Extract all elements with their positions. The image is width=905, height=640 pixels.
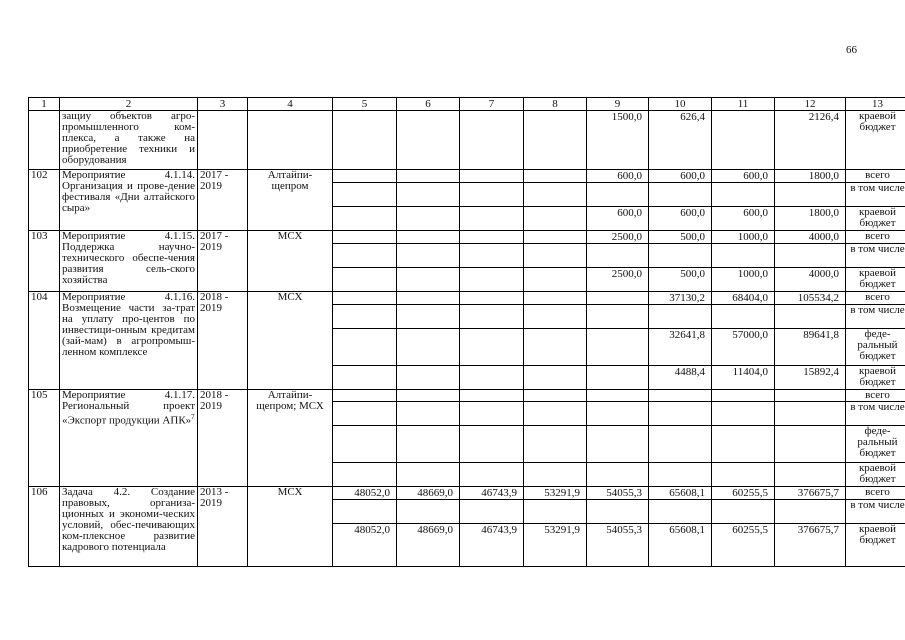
funding-source-cell: краевой бюджет xyxy=(846,524,905,567)
funding-source-cell: в том числе xyxy=(846,305,905,329)
row-index-cell: 103 xyxy=(29,231,60,292)
value-cell xyxy=(712,463,775,487)
value-cell xyxy=(524,305,587,329)
value-cell: 48669,0 xyxy=(397,487,460,500)
years-cell: 2017 - 2019 xyxy=(198,170,248,231)
value-cell xyxy=(524,170,587,183)
value-cell xyxy=(524,292,587,305)
description-cell: Мероприятие 4.1.15. Поддержка научно-технического обеспе-чения развития сель-ского хозяйства xyxy=(60,231,198,292)
value-cell xyxy=(397,463,460,487)
value-cell: 46743,9 xyxy=(460,524,524,567)
executor-cell: МСХ xyxy=(248,231,333,292)
value-cell xyxy=(397,329,460,366)
value-cell xyxy=(333,390,397,402)
value-cell xyxy=(397,231,460,244)
row-index-cell: 104 xyxy=(29,292,60,390)
header-cell: 1 xyxy=(29,98,60,111)
value-cell: 48669,0 xyxy=(397,524,460,567)
table-row xyxy=(29,390,905,402)
value-cell xyxy=(524,500,587,524)
years-cell: 2018 - 2019 xyxy=(198,390,248,487)
value-cell xyxy=(460,426,524,463)
value-cell xyxy=(397,305,460,329)
funding-source-cell: всего xyxy=(846,390,905,402)
header-cell: 6 xyxy=(397,98,460,111)
funding-source-cell: в том числе xyxy=(846,402,905,426)
value-cell xyxy=(587,244,649,268)
value-cell xyxy=(775,244,846,268)
value-cell xyxy=(397,207,460,231)
value-cell xyxy=(397,170,460,183)
value-cell xyxy=(333,366,397,390)
value-cell: 32641,8 xyxy=(649,329,712,366)
value-cell xyxy=(460,170,524,183)
value-cell: 53291,9 xyxy=(524,487,587,500)
value-cell xyxy=(397,500,460,524)
value-cell xyxy=(712,244,775,268)
value-cell xyxy=(333,207,397,231)
value-cell xyxy=(333,111,397,170)
row-index-cell xyxy=(29,111,60,170)
table-row xyxy=(29,170,905,183)
funding-source-cell: краевой бюджет xyxy=(846,366,905,390)
value-cell xyxy=(397,244,460,268)
value-cell: 60255,5 xyxy=(712,524,775,567)
value-cell xyxy=(397,268,460,292)
value-cell xyxy=(649,183,712,207)
value-cell: 57000,0 xyxy=(712,329,775,366)
value-cell: 2126,4 xyxy=(775,111,846,170)
value-cell: 1000,0 xyxy=(712,268,775,292)
value-cell xyxy=(460,111,524,170)
value-cell: 1800,0 xyxy=(775,207,846,231)
value-cell xyxy=(712,305,775,329)
value-cell xyxy=(587,500,649,524)
value-cell: 65608,1 xyxy=(649,524,712,567)
description-cell xyxy=(60,390,198,487)
value-cell xyxy=(712,390,775,402)
value-cell: 4000,0 xyxy=(775,268,846,292)
funding-source-cell: всего xyxy=(846,292,905,305)
header-cell: 7 xyxy=(460,98,524,111)
row-index-cell: 105 xyxy=(29,390,60,487)
value-cell: 600,0 xyxy=(587,170,649,183)
value-cell: 4000,0 xyxy=(775,231,846,244)
funding-source-cell: краевой бюджет xyxy=(846,268,905,292)
value-cell xyxy=(649,426,712,463)
value-cell xyxy=(397,111,460,170)
description-cell: Задача 4.2. Создание правовых, организа-ционных и экономи-ческих условий, обес-печивающих ком-плексное развитие кадрового потенциала xyxy=(60,487,198,567)
value-cell xyxy=(460,268,524,292)
header-cell: 9 xyxy=(587,98,649,111)
value-cell xyxy=(333,244,397,268)
value-cell xyxy=(524,390,587,402)
value-cell xyxy=(712,426,775,463)
executor-cell: МСХ xyxy=(248,292,333,390)
funding-source-cell: краевой бюджет xyxy=(846,111,905,170)
value-cell xyxy=(712,183,775,207)
header-cell: 4 xyxy=(248,98,333,111)
years-cell: 2018 - 2019 xyxy=(198,292,248,390)
value-cell xyxy=(460,402,524,426)
header-cell: 8 xyxy=(524,98,587,111)
value-cell xyxy=(587,463,649,487)
value-cell: 105534,2 xyxy=(775,292,846,305)
value-cell: 600,0 xyxy=(649,170,712,183)
value-cell xyxy=(460,183,524,207)
funding-source-cell: феде-ральный бюджет xyxy=(846,426,905,463)
value-cell xyxy=(333,329,397,366)
value-cell xyxy=(775,500,846,524)
value-cell xyxy=(524,231,587,244)
value-cell xyxy=(524,366,587,390)
value-cell xyxy=(460,366,524,390)
value-cell: 65608,1 xyxy=(649,487,712,500)
description-cell: Мероприятие 4.1.16. Возмещение части за-трат на уплату про-центов по инвестици-онным кредитам (зай-мам) в агропромыш-ленном комплексе xyxy=(60,292,198,390)
funding-source-cell: краевой бюджет xyxy=(846,463,905,487)
header-row xyxy=(29,98,905,111)
value-cell xyxy=(775,426,846,463)
value-cell xyxy=(524,463,587,487)
funding-source-cell: всего xyxy=(846,231,905,244)
value-cell: 1800,0 xyxy=(775,170,846,183)
value-cell xyxy=(333,183,397,207)
value-cell xyxy=(712,500,775,524)
value-cell xyxy=(649,305,712,329)
footnote-mark: 7 xyxy=(191,413,195,421)
funding-source-cell: всего xyxy=(846,487,905,500)
funding-source-cell: в том числе xyxy=(846,244,905,268)
value-cell: 48052,0 xyxy=(333,487,397,500)
value-cell xyxy=(460,329,524,366)
header-cell: 12 xyxy=(775,98,846,111)
value-cell: 2500,0 xyxy=(587,268,649,292)
row-index-cell: 106 xyxy=(29,487,60,567)
value-cell xyxy=(460,292,524,305)
value-cell: 48052,0 xyxy=(333,524,397,567)
value-cell xyxy=(397,402,460,426)
value-cell: 600,0 xyxy=(712,207,775,231)
page-number: 66 xyxy=(846,44,857,56)
value-cell xyxy=(649,500,712,524)
header-cell: 3 xyxy=(198,98,248,111)
value-cell: 2500,0 xyxy=(587,231,649,244)
funding-source-cell: феде-ральный бюджет xyxy=(846,329,905,366)
value-cell: 15892,4 xyxy=(775,366,846,390)
years-cell: 2013 - 2019 xyxy=(198,487,248,567)
value-cell: 68404,0 xyxy=(712,292,775,305)
value-cell: 11404,0 xyxy=(712,366,775,390)
value-cell xyxy=(333,268,397,292)
value-cell xyxy=(333,305,397,329)
description-text: Мероприятие 4.1.17. Региональный проект «Экспорт продукции АПК» xyxy=(62,389,195,427)
value-cell xyxy=(524,426,587,463)
value-cell xyxy=(775,463,846,487)
header-cell: 5 xyxy=(333,98,397,111)
funding-source-cell: в том числе xyxy=(846,183,905,207)
value-cell xyxy=(587,426,649,463)
value-cell xyxy=(333,426,397,463)
funding-source-cell: всего xyxy=(846,170,905,183)
description-cell: Мероприятие 4.1.14. Организация и прове-дение фестиваля «Дни алтайского сыра» xyxy=(60,170,198,231)
value-cell: 626,4 xyxy=(649,111,712,170)
value-cell xyxy=(524,183,587,207)
header-cell: 11 xyxy=(712,98,775,111)
years-cell: 2017 - 2019 xyxy=(198,231,248,292)
table-row xyxy=(29,487,905,500)
value-cell: 37130,2 xyxy=(649,292,712,305)
header-cell: 2 xyxy=(60,98,198,111)
value-cell xyxy=(712,111,775,170)
value-cell xyxy=(333,292,397,305)
funding-source-cell: в том числе xyxy=(846,500,905,524)
executor-cell: МСХ xyxy=(248,487,333,567)
value-cell xyxy=(460,500,524,524)
value-cell: 1500,0 xyxy=(587,111,649,170)
value-cell xyxy=(397,426,460,463)
value-cell xyxy=(524,329,587,366)
value-cell xyxy=(524,268,587,292)
value-cell xyxy=(333,463,397,487)
header-cell: 13 xyxy=(846,98,905,111)
value-cell xyxy=(524,111,587,170)
value-cell: 500,0 xyxy=(649,268,712,292)
value-cell xyxy=(587,366,649,390)
value-cell xyxy=(649,244,712,268)
executor-cell: Алтайпи-щепром xyxy=(248,170,333,231)
value-cell: 89641,8 xyxy=(775,329,846,366)
value-cell: 4488,4 xyxy=(649,366,712,390)
value-cell: 54055,3 xyxy=(587,524,649,567)
value-cell xyxy=(712,402,775,426)
value-cell xyxy=(775,390,846,402)
value-cell xyxy=(333,170,397,183)
value-cell xyxy=(333,231,397,244)
table-row xyxy=(29,292,905,305)
value-cell xyxy=(460,463,524,487)
value-cell xyxy=(524,244,587,268)
value-cell xyxy=(775,183,846,207)
value-cell xyxy=(587,329,649,366)
value-cell xyxy=(649,402,712,426)
value-cell xyxy=(775,305,846,329)
header-cell: 10 xyxy=(649,98,712,111)
value-cell xyxy=(460,231,524,244)
value-cell: 600,0 xyxy=(587,207,649,231)
executor-cell: Алтайпи-щепром; МСХ xyxy=(248,390,333,487)
value-cell: 600,0 xyxy=(712,170,775,183)
value-cell xyxy=(587,183,649,207)
value-cell: 54055,3 xyxy=(587,487,649,500)
table-row xyxy=(29,111,905,170)
table-row xyxy=(29,231,905,244)
value-cell: 600,0 xyxy=(649,207,712,231)
value-cell xyxy=(397,183,460,207)
value-cell xyxy=(333,402,397,426)
value-cell xyxy=(397,366,460,390)
value-cell xyxy=(587,402,649,426)
program-table xyxy=(28,97,905,567)
description-cell: защиу объектов агро-промышленного ком-плекса, а также на приобретение техники и оборудования xyxy=(60,111,198,170)
value-cell: 500,0 xyxy=(649,231,712,244)
value-cell: 376675,7 xyxy=(775,524,846,567)
executor-cell xyxy=(248,111,333,170)
value-cell xyxy=(775,402,846,426)
funding-source-cell: краевой бюджет xyxy=(846,207,905,231)
value-cell xyxy=(587,390,649,402)
value-cell xyxy=(460,207,524,231)
value-cell xyxy=(524,402,587,426)
value-cell: 376675,7 xyxy=(775,487,846,500)
value-cell xyxy=(397,390,460,402)
years-cell xyxy=(198,111,248,170)
value-cell xyxy=(649,390,712,402)
value-cell xyxy=(333,500,397,524)
value-cell xyxy=(460,305,524,329)
value-cell: 1000,0 xyxy=(712,231,775,244)
value-cell xyxy=(587,292,649,305)
value-cell xyxy=(649,463,712,487)
row-index-cell: 102 xyxy=(29,170,60,231)
value-cell xyxy=(587,305,649,329)
value-cell: 53291,9 xyxy=(524,524,587,567)
value-cell xyxy=(460,244,524,268)
value-cell: 60255,5 xyxy=(712,487,775,500)
value-cell xyxy=(524,207,587,231)
value-cell: 46743,9 xyxy=(460,487,524,500)
value-cell xyxy=(460,390,524,402)
value-cell xyxy=(397,292,460,305)
